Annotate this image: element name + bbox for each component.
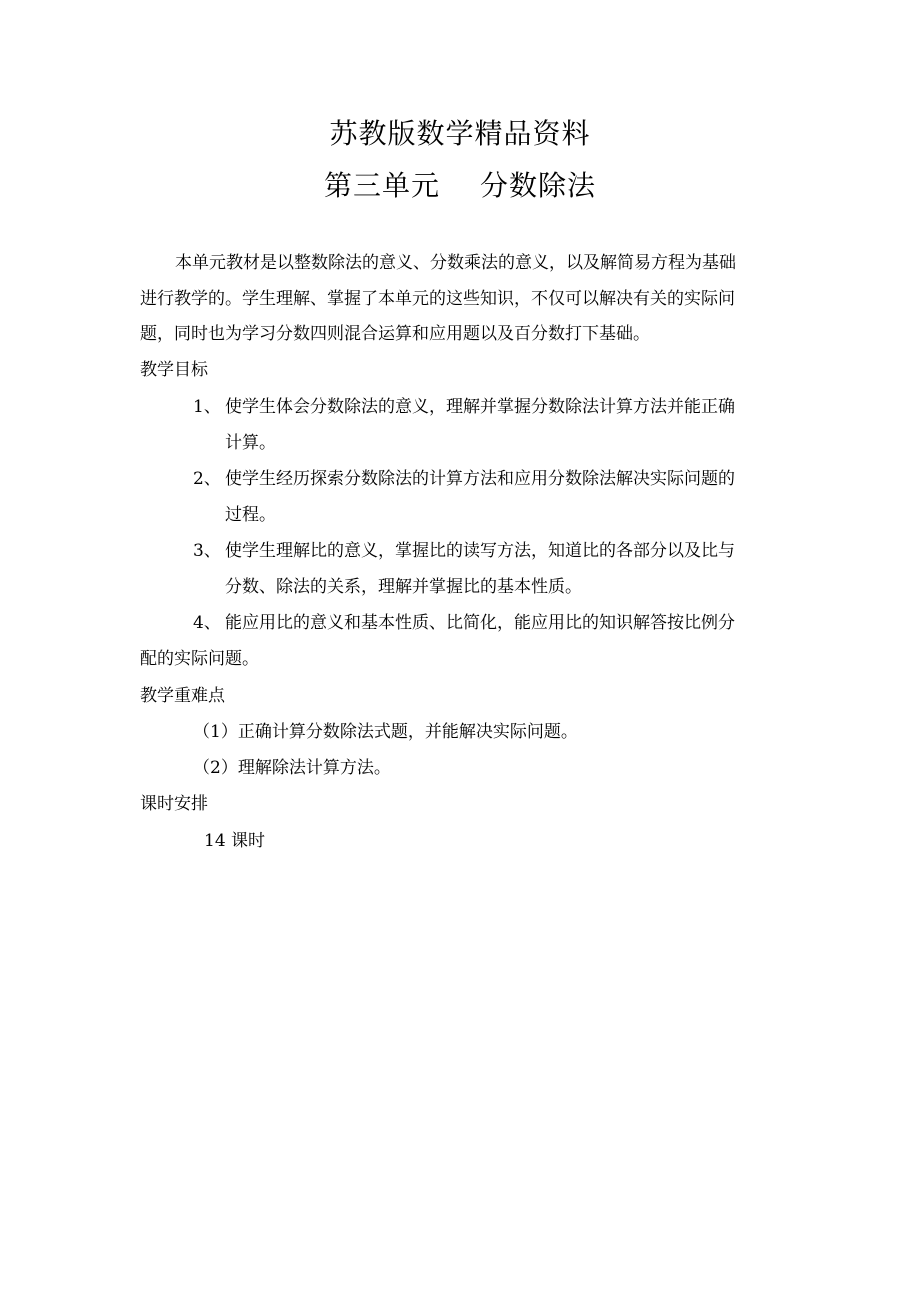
goal-text: 计算。 bbox=[225, 433, 276, 453]
intro-line: 题，同时也为学习分数四则混合运算和应用题以及百分数打下基础。 bbox=[140, 324, 650, 344]
goal-number: 2、 bbox=[193, 469, 221, 489]
unit-label: 第三单元 bbox=[323, 169, 440, 202]
goal-text: 能应用比的意义和基本性质、比简化，能应用比的知识解答按比例分 bbox=[225, 613, 735, 633]
intro-line: 本单元教材是以整数除法的意义、分数乘法的意义，以及解简易方程为基础 bbox=[175, 253, 736, 273]
document-title: 苏教版数学精品资料 bbox=[329, 117, 591, 150]
goal-text: 分数、除法的关系，理解并掌握比的基本性质。 bbox=[225, 577, 582, 597]
difficulty-item: （2）理解除法计算方法。 bbox=[193, 758, 391, 778]
goal-text: 过程。 bbox=[225, 505, 276, 525]
goals-heading: 教学目标 bbox=[140, 360, 208, 380]
intro-line: 进行教学的。学生理解、掌握了本单元的这些知识，不仅可以解决有关的实际问 bbox=[140, 289, 735, 309]
goal-number: 3、 bbox=[193, 541, 221, 561]
goal-text: 使学生理解比的意义，掌握比的读写方法，知道比的各部分以及比与 bbox=[225, 541, 735, 561]
schedule-heading: 课时安排 bbox=[140, 794, 208, 814]
difficulty-heading: 教学重难点 bbox=[140, 686, 225, 706]
goal-text: 使学生经历探索分数除法的计算方法和应用分数除法解决实际问题的 bbox=[225, 469, 735, 489]
difficulty-item: （1）正确计算分数除法式题，并能解决实际问题。 bbox=[193, 722, 578, 742]
goal-number: 4、 bbox=[193, 613, 221, 633]
goal-text: 配的实际问题。 bbox=[140, 649, 259, 669]
unit-title bbox=[0, 168, 920, 204]
goal-text: 使学生体会分数除法的意义，理解并掌握分数除法计算方法并能正确 bbox=[225, 397, 735, 417]
goal-number: 1、 bbox=[193, 397, 221, 417]
schedule-value: 14 课时 bbox=[204, 831, 266, 851]
unit-topic: 分数除法 bbox=[480, 169, 597, 202]
